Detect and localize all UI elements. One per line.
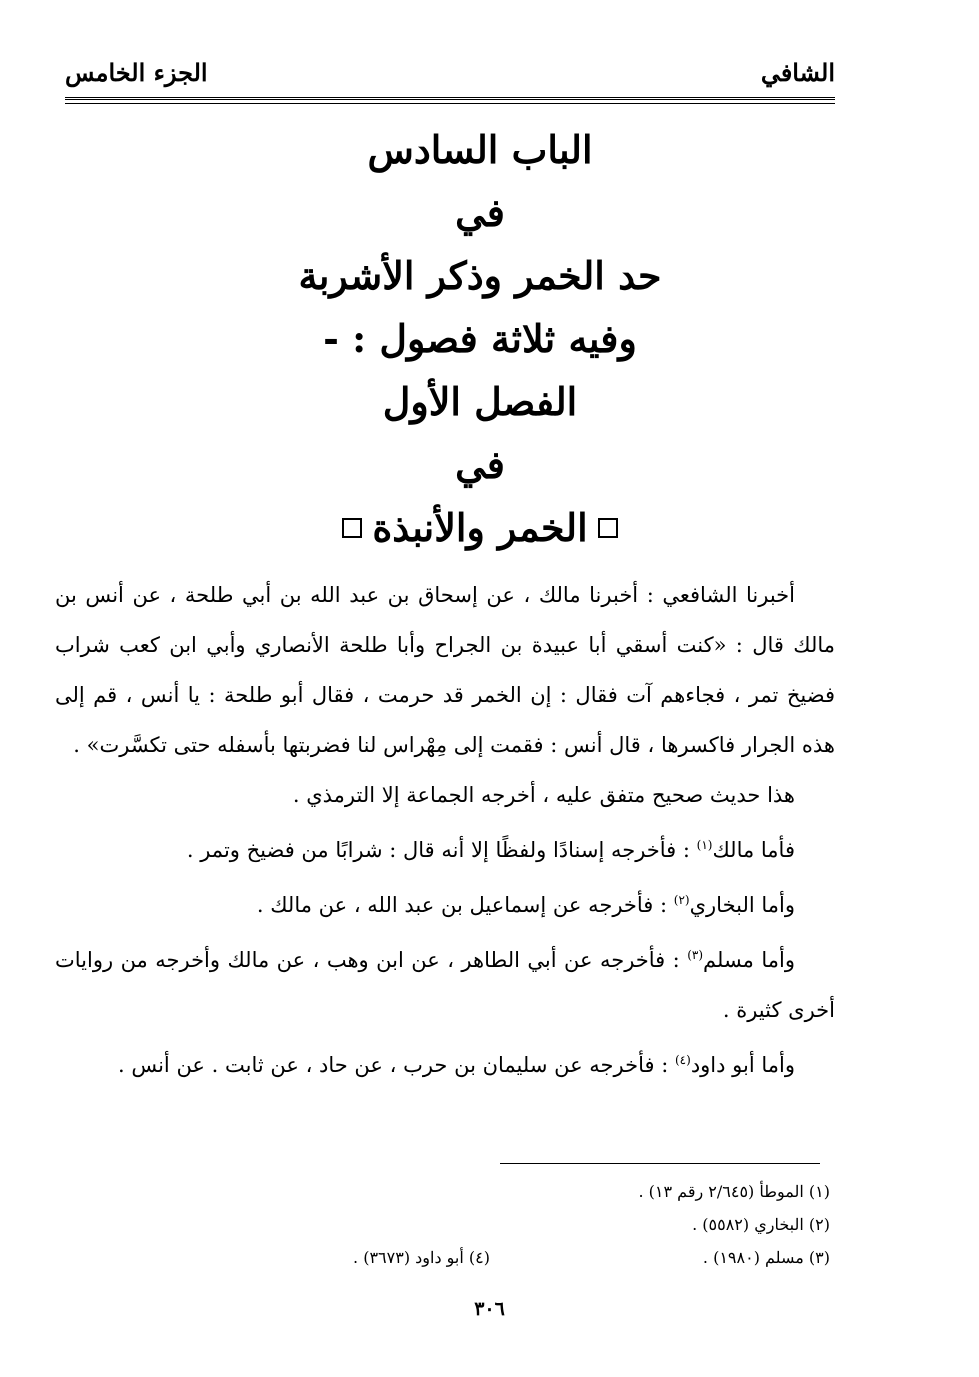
footnote-ref: (٢) xyxy=(673,893,690,907)
square-ornament-icon xyxy=(342,518,362,538)
footnote-ref: (١) xyxy=(696,838,713,852)
takhrij-lead: فأما مالك xyxy=(712,838,795,862)
hadith-paragraph: أخبرنا الشافعي : أخبرنا مالك ، عن إسحاق بن عبد الله بن أبي طلحة ، عن أنس بن مالك قال : «كنت أسقي أبا عبيدة بن الجراح وأبا طلحة الأنصاري وأبي ابن كعب شراب فضيخ تمر ، فجاءهم آت فقال : إن الخمر قد حرمت ، فقال أبو طلحة : يا أنس ، قم إلى هذه الجرار فاكسرها ، قال أنس : فقمت إلى مِهْراس لنا فضربتها بأسفله حتى تكسَّرت» . xyxy=(55,583,835,757)
takhrij-text: : فأخرجه عن أبي الطاهر ، عن ابن وهب ، عن مالك وأخرجه من روايات أخرى كثيرة . xyxy=(55,948,835,1022)
square-ornament-icon xyxy=(598,518,618,538)
header-rule xyxy=(65,97,835,104)
page-number: ٣٠٦ xyxy=(474,1298,505,1320)
heading-fi-2: في xyxy=(455,442,505,487)
chapter-sections-note: وفيه ثلاثة فصول : - xyxy=(323,316,637,361)
footnotes xyxy=(150,1175,830,1274)
takhrij-malik xyxy=(55,820,835,875)
grading-paragraph: هذا حديث صحيح متفق عليه ، أخرجه الجماعة إلا الترمذي . xyxy=(292,783,795,807)
chapter-title: الباب السادس xyxy=(367,127,593,172)
section-subject-row xyxy=(100,496,860,559)
takhrij-lead: وأما البخاري xyxy=(689,893,795,917)
takhrij-bukhari xyxy=(55,875,835,930)
takhrij-text: : فأخرجه عن إسماعيل بن عبد الله ، عن مالك . xyxy=(256,893,674,917)
footnote-2: (٢) البخاري (٥٥٨٢) . xyxy=(692,1215,830,1234)
body-text xyxy=(55,570,835,1090)
running-header xyxy=(65,50,835,94)
takhrij-lead: وأما أبو داود xyxy=(690,1053,795,1077)
section-title: الفصل الأول xyxy=(382,379,578,424)
footnote-ref: (٣) xyxy=(687,948,704,962)
takhrij-muslim xyxy=(55,930,835,1035)
takhrij-text: : فأخرجه عن سليمان بن حرب ، عن حاد ، عن ثابت . عن أنس . xyxy=(117,1053,675,1077)
chapter-heading xyxy=(100,118,860,559)
header-book-title: الشافي xyxy=(760,57,835,87)
section-subject: الخمر والأنبذة xyxy=(372,505,588,550)
takhrij-lead: وأما مسلم xyxy=(703,948,795,972)
chapter-subject: حد الخمر وذكر الأشربة xyxy=(298,253,662,298)
footnote-ref: (٤) xyxy=(674,1053,691,1067)
footnote-rule xyxy=(500,1163,820,1164)
footnote-3: (٣) مسلم (١٩٨٠) . xyxy=(702,1248,830,1267)
takhrij-abu-dawud xyxy=(55,1035,835,1090)
footnote-1: (١) الموطأ (٢/٦٤٥ رقم ١٣) . xyxy=(638,1182,830,1201)
takhrij-text: : فأخرجه إسنادًا ولفظًا إلا أنه قال : شرابًا من فضيخ وتمر . xyxy=(186,838,697,862)
footnote-4: (٤) أبو داود (٣٦٧٣) . xyxy=(353,1248,490,1267)
heading-fi-1: في xyxy=(455,190,505,235)
header-volume: الجزء الخامس xyxy=(65,57,208,87)
footnote-row xyxy=(150,1241,830,1274)
